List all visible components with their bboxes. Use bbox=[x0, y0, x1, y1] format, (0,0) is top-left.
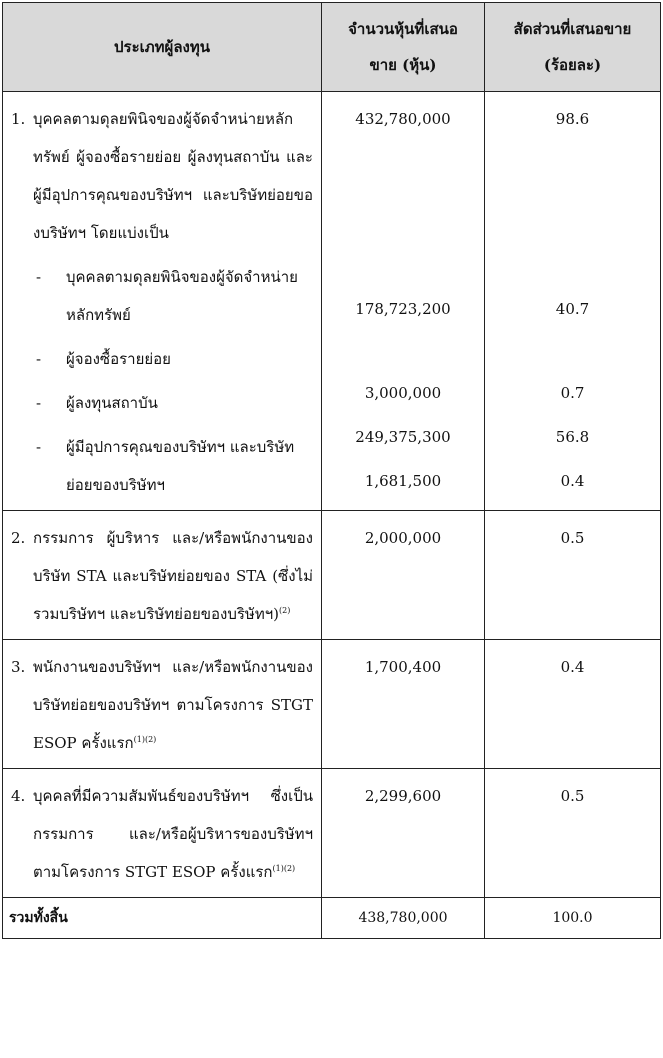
row-text bbox=[33, 648, 313, 762]
header-shares-line1: จำนวนหุ้นที่เสนอ bbox=[348, 20, 458, 38]
footnote-marker: (1)(2) bbox=[272, 864, 296, 873]
percent-value: 0.5 bbox=[560, 529, 585, 547]
header-percent-line2: (ร้อยละ) bbox=[543, 56, 602, 74]
investor-allocation-table bbox=[2, 2, 661, 939]
total-shares: 438,780,000 bbox=[322, 898, 485, 939]
sub-shares bbox=[322, 418, 484, 462]
sub-item-text: ผู้จองซื้อรายย่อย bbox=[66, 350, 171, 368]
shares-cell bbox=[322, 640, 485, 769]
shares-value: 2,299,600 bbox=[364, 787, 442, 805]
shares-value: 3,000,000 bbox=[364, 384, 442, 402]
header-investor-type-label: ประเภทผู้ลงทุน bbox=[114, 38, 210, 56]
row-text-body: บุคคลที่มีความสัมพันธ์ของบริษัทฯ ซึ่งเป็นกรรมการ และ/หรือผู้บริหารของบริษัทฯ ตามโครงการ STGT ESOP ครั้งแรก bbox=[33, 787, 313, 881]
sub-item bbox=[11, 428, 313, 504]
percent-cell bbox=[485, 92, 661, 511]
total-row bbox=[3, 898, 661, 939]
sub-percent bbox=[485, 418, 660, 462]
header-shares-line2: ขาย (หุ้น) bbox=[369, 56, 437, 74]
sub-shares bbox=[322, 374, 484, 418]
percent-cell bbox=[485, 769, 661, 898]
percent-cell bbox=[485, 511, 661, 640]
percent-cell bbox=[485, 640, 661, 769]
row-number: 2. bbox=[11, 529, 26, 547]
shares-value: 249,375,300 bbox=[355, 428, 451, 446]
percent-value: 98.6 bbox=[555, 110, 590, 128]
shares-value: 1,700,400 bbox=[364, 658, 442, 676]
shares-value: 2,000,000 bbox=[364, 529, 442, 547]
table-row bbox=[3, 511, 661, 640]
sub-item bbox=[11, 384, 313, 422]
percent-value: 0.4 bbox=[560, 472, 585, 490]
investor-cell bbox=[3, 640, 322, 769]
shares-cell bbox=[322, 92, 485, 511]
shares-value: 432,780,000 bbox=[355, 110, 451, 128]
sub-percent bbox=[485, 374, 660, 418]
sub-item bbox=[11, 340, 313, 378]
header-investor-type bbox=[3, 3, 322, 92]
total-percent: 100.0 bbox=[485, 898, 661, 939]
header-percent bbox=[485, 3, 661, 92]
sub-shares bbox=[322, 290, 484, 374]
percent-value: 56.8 bbox=[555, 428, 590, 446]
row-text bbox=[33, 519, 313, 633]
shares-cell bbox=[322, 769, 485, 898]
footnote-marker: (1)(2) bbox=[133, 735, 157, 744]
row-text-body: กรรมการ ผู้บริหาร และ/หรือพนักงานของบริษัท STA และบริษัทย่อยของ STA (ซึ่งไม่รวมบริษัทฯ และบริษัทย่อยของบริษัทฯ) bbox=[33, 529, 313, 623]
header-shares bbox=[322, 3, 485, 92]
sub-item bbox=[11, 258, 313, 334]
total-label: รวมทั้งสิ้น bbox=[3, 898, 322, 939]
table-row bbox=[3, 640, 661, 769]
percent-value: 40.7 bbox=[555, 300, 590, 318]
sub-percent bbox=[485, 290, 660, 374]
dash-bullet: - bbox=[35, 438, 42, 456]
table-row bbox=[3, 92, 661, 511]
dash-bullet: - bbox=[35, 394, 42, 412]
sub-item-text: บุคคลตามดุลยพินิจของผู้จัดจำหน่ายหลักทรัพย์ bbox=[66, 268, 298, 324]
investor-cell bbox=[3, 769, 322, 898]
percent-value: 0.5 bbox=[560, 787, 585, 805]
row-text bbox=[33, 777, 313, 891]
percent-main bbox=[485, 100, 660, 290]
row-number: 1. bbox=[11, 110, 26, 128]
dash-bullet: - bbox=[35, 350, 42, 368]
row-text: บุคคลตามดุลยพินิจของผู้จัดจำหน่ายหลักทรัพย์ ผู้จองซื้อรายย่อย ผู้ลงทุนสถาบัน และผู้มีอุปการคุณของบริษัทฯ และบริษัทย่อยของบริษัทฯ โดยแบ่งเป็น bbox=[33, 110, 313, 242]
row-number: 3. bbox=[11, 658, 26, 676]
footnote-marker: (2) bbox=[278, 606, 291, 615]
percent-value: 0.7 bbox=[560, 384, 585, 402]
percent-value: 0.4 bbox=[560, 658, 585, 676]
sub-percent bbox=[485, 462, 660, 500]
table-header-row bbox=[3, 3, 661, 92]
sub-item-text: ผู้มีอุปการคุณของบริษัทฯ และบริษัทย่อยของบริษัทฯ bbox=[66, 438, 295, 494]
shares-value: 1,681,500 bbox=[364, 472, 442, 490]
row-number: 4. bbox=[11, 787, 26, 805]
shares-value: 178,723,200 bbox=[355, 300, 451, 318]
table-row bbox=[3, 769, 661, 898]
shares-cell bbox=[322, 511, 485, 640]
header-percent-line1: สัดส่วนที่เสนอขาย bbox=[513, 20, 632, 38]
investor-cell bbox=[3, 511, 322, 640]
dash-bullet: - bbox=[35, 268, 42, 286]
sub-item-text: ผู้ลงทุนสถาบัน bbox=[66, 394, 158, 412]
shares-main bbox=[322, 100, 484, 290]
sub-shares bbox=[322, 462, 484, 500]
investor-cell bbox=[3, 92, 322, 511]
row-text-body: พนักงานของบริษัทฯ และ/หรือพนักงานของบริษัทย่อยของบริษัทฯ ตามโครงการ STGT ESOP ครั้งแรก bbox=[33, 658, 313, 752]
